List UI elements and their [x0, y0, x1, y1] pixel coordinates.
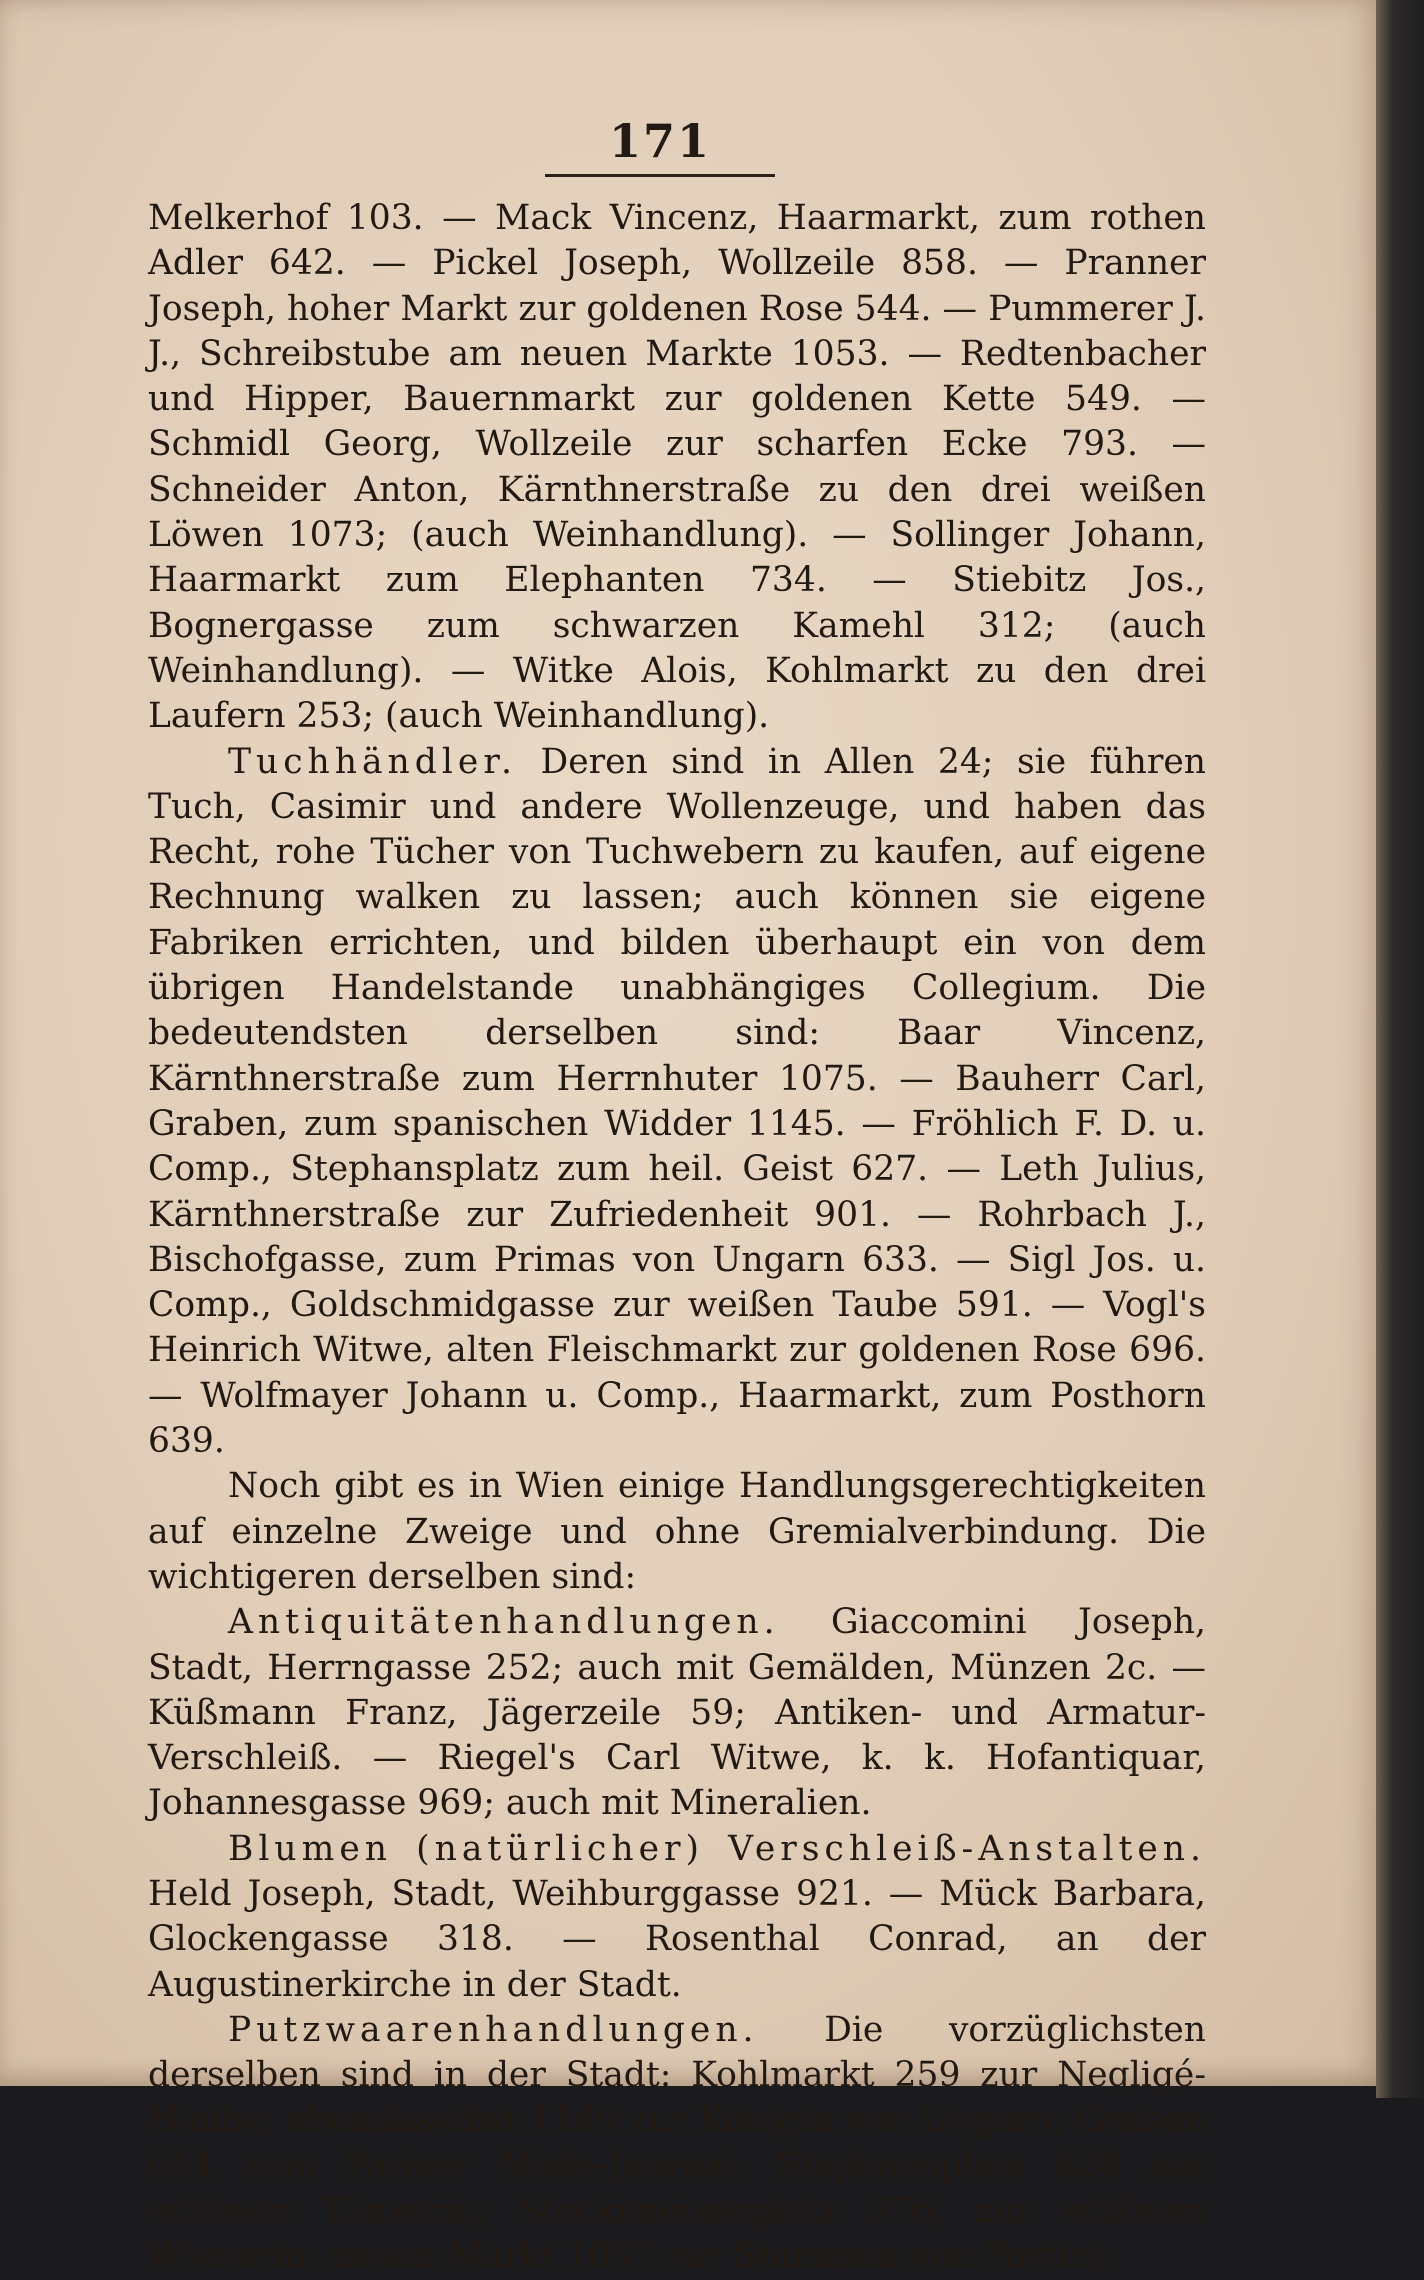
- paragraph-antiquitaeten: [148, 1600, 1206, 1826]
- paragraph-text: Die vorzüglichsten derselben sind in der Stadt: Kohlmarkt 259 zur Negligé-Haube; ebendaselbst 1149 zur Königin von Ungarn; Graben 614 zum Pariser Mode-Journal; Stephansplatz 628 zur schönen Tänzerin; Stockimeisenplatz 376, zur schönen Wienerin; neuen Markt 1057 zur Stummen von Portici;: [148, 2009, 1206, 2277]
- section-heading: Tuchhändler.: [228, 741, 517, 782]
- paragraph-blumen: [148, 1827, 1206, 2008]
- page-header: [545, 114, 775, 177]
- header-rule: [545, 174, 775, 177]
- book-binding-edge: [1376, 0, 1424, 2098]
- paragraph-text: Melkerhof 103. — Mack Vincenz, Haarmarkt, zum rothen Adler 642. — Pickel Joseph, Wollzeile 858. — Pranner Joseph, hoher Markt zur goldenen Rose 544. — Pummerer J. J., Schreibstube am neuen Markte 1053. — Redtenbacher und Hipper, Bauernmarkt zur goldenen Kette 549. — Schmidl Georg, Wollzeile zur scharfen Ecke 793. — Schneider Anton, Kärnthnerstraße zu den drei weißen Löwen 1073; (auch Weinhandlung). — Sollinger Johann, Haarmarkt zum Elephanten 734. — Stiebitz Jos., Bognergasse zum schwarzen Kamehl 312; (auch Weinhandlung). — Witke Alois, Kohlmarkt zu den drei Laufern 253; (auch Weinhandlung).: [148, 198, 1206, 737]
- page-body: [148, 196, 1206, 2280]
- section-heading: Blumen (natürlicher) Verschleiß-Anstalten.: [228, 1828, 1206, 1869]
- page-number: 171: [608, 114, 712, 168]
- paragraph-continuation: [148, 196, 1206, 740]
- paragraph-tuchhaendler: [148, 740, 1206, 1465]
- paragraph-putzwaaren: [148, 2008, 1206, 2280]
- paragraph-text: Deren sind in Allen 24; sie führen Tuch, Casimir und andere Wollenzeuge, und haben das Recht, rohe Tücher von Tuchwebern zu kaufen, auf eigene Rechnung walken zu lassen; auch können sie eigene Fabriken errichten, und bilden überhaupt ein von dem übrigen Handelstande unabhängiges Collegium. Die bedeutendsten derselben sind: Baar Vincenz, Kärnthnerstraße zum Herrnhuter 1075. — Bauherr Carl, Graben, zum spanischen Widder 1145. — Fröhlich F. D. u. Comp., Stephansplatz zum heil. Geist 627. — Leth Julius, Kärnthnerstraße zur Zufriedenheit 901. — Rohrbach J., Bischofgasse, zum Primas von Ungarn 633. — Sigl Jos. u. Comp., Goldschmidgasse zur weißen Taube 591. — Vogl's Heinrich Witwe, alten Fleischmarkt zur goldenen Rose 696. — Wolfmayer Johann u. Comp., Haarmarkt, zum Posthorn 639.: [148, 741, 1207, 1462]
- paragraph-text: Noch gibt es in Wien einige Handlungsgerechtigkeiten auf einzelne Zweige und ohne Gremialverbindung. Die wichtigeren derselben sind:: [148, 1466, 1206, 1597]
- paragraph-text: Held Joseph, Stadt, Weihburggasse 921. — Mück Barbara, Glockengasse 318. — Rosenthal Conrad, an der Augustinerkirche in der Stadt.: [148, 1873, 1206, 2005]
- paragraph-intro: [148, 1464, 1206, 1600]
- section-heading: Putzwaarenhandlungen.: [228, 2009, 759, 2050]
- section-heading: Antiquitätenhandlungen.: [228, 1602, 780, 1643]
- paragraph-text: Giaccomini Joseph, Stadt, Herrngasse 252; auch mit Gemälden, Münzen 2c. — Küßmann Franz, Jägerzeile 59; Antiken- und Armatur-Verschleiß. — Riegel's Carl Witwe, k. k. Hofantiquar, Johannesgasse 969; auch mit Mineralien.: [148, 1602, 1206, 1824]
